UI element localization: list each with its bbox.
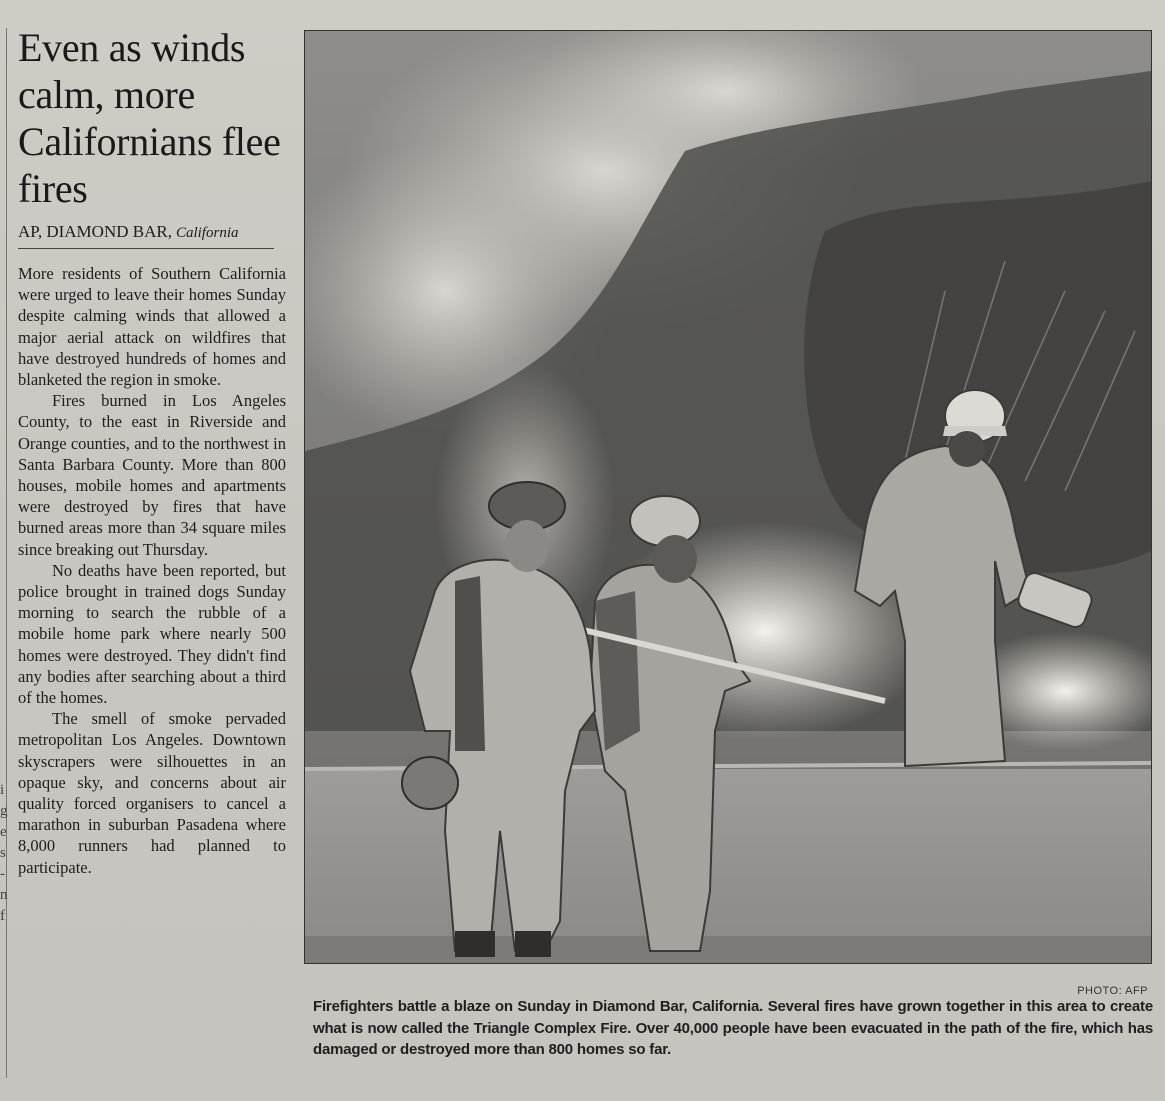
headline: Even as winds calm, more Californians flee fires: [18, 25, 281, 211]
article-paragraph: The smell of smoke pervaded metropolitan Los Angeles. Downtown skyscrapers were silhouettes in an opaque sky, and concerns about air quality forced organisers to cancel a marathon in suburban Pasadena where 8,000 runners had planned to participate.: [18, 709, 286, 877]
adjacent-column-fragments: [0, 780, 10, 1050]
photo-credit: PHOTO: AFP: [1077, 985, 1148, 997]
news-photo: [304, 30, 1152, 964]
fragment: f: [0, 908, 5, 924]
fragment: s: [0, 845, 6, 861]
article-body: [18, 263, 286, 878]
fragment: n: [0, 887, 8, 903]
dateline-agency: AP, DIAMOND BAR,: [18, 222, 172, 241]
fragment: -: [0, 866, 5, 882]
article-paragraph: No deaths have been reported, but police brought in trained dogs Sunday morning to search the rubble of a mobile home park where nearly 500 homes were destroyed. They didn't find any bodies after searching about a third of the homes.: [18, 560, 286, 708]
fragment: i: [0, 782, 5, 798]
article-paragraph: More residents of Southern California were urged to leave their homes Sunday despite calming winds that allowed a major aerial attack on wildfires that have destroyed hundreds of homes and blanketed the region in smoke.: [18, 264, 286, 390]
article-paragraph: Fires burned in Los Angeles County, to the east in Riverside and Orange counties, and to the northwest in Santa Barbara County. More than 800 houses, mobile homes and apartments were destroyed by fires that have burned areas more than 34 square miles since breaking out Thursday.: [18, 391, 286, 559]
fragment: e: [0, 824, 7, 840]
dateline-location: California: [175, 225, 239, 241]
news-story: [18, 24, 286, 878]
firefighters-photo-image: [305, 31, 1151, 963]
dateline: [18, 222, 274, 249]
fragment: g: [0, 803, 8, 819]
photo-caption: Firefighters battle a blaze on Sunday in Diamond Bar, California. Several fires have grown together in this area to create what is now called the Triangle Complex Fire. Over 40,000 people have been evacuated in the path of the fire, which has damaged or destroyed more than 800 homes so far.: [313, 998, 1153, 1058]
